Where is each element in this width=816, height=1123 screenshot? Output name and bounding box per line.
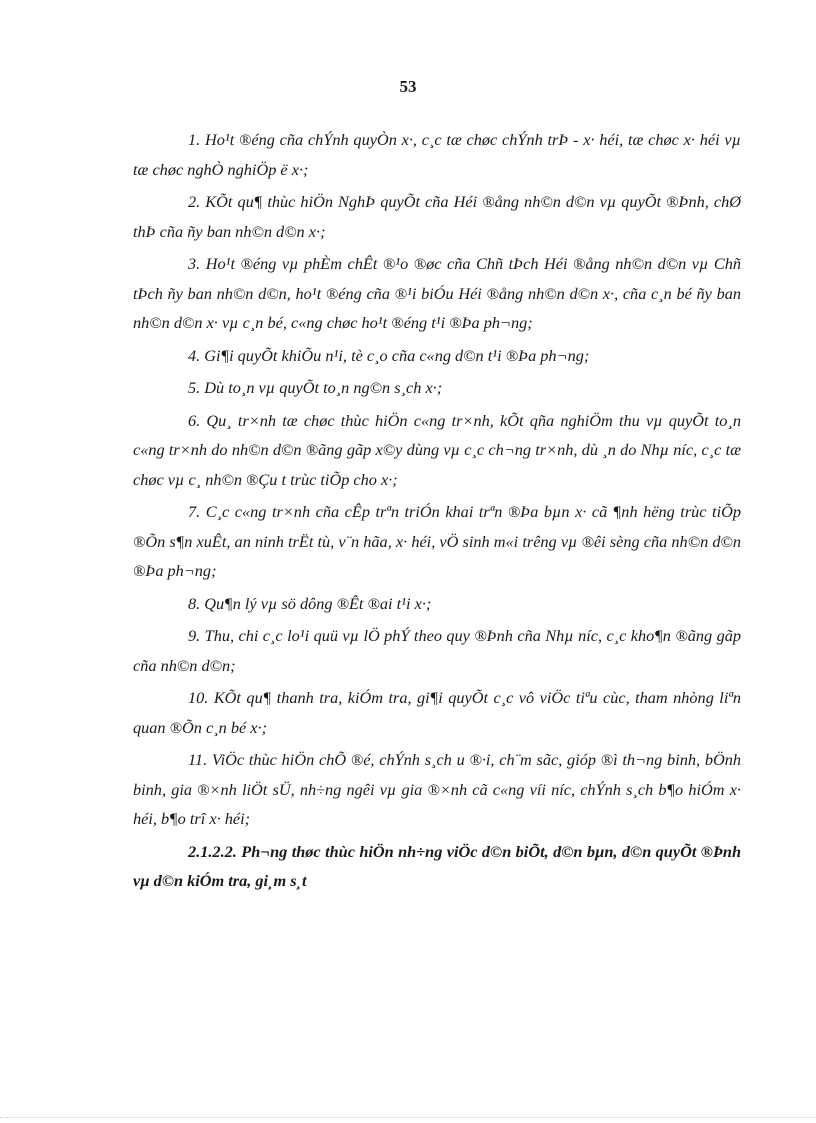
list-item-2: 2. KÕt qu¶ thùc hiÖn NghÞ quyÕt cña Héi ®ång nh©n d©n vµ quyÕt ®Þnh, chØ thÞ cña ñy ban nh©n d©n x·; (133, 192, 741, 241)
list-item-9: 9. Thu, chi c¸c lo¹i quü vµ lÖ phÝ theo quy ®Þnh cña Nhµ níc, c¸c kho¶n ®ãng gãp cña nh©n d©n; (133, 626, 741, 675)
list-item-1: 1. Ho¹t ®éng cña chÝnh quyÒn x·, c¸c tæ chøc chÝnh trÞ - x· héi, tæ chøc x· héi vµ tæ chøc nghÒ nghiÖp ë x·; (133, 130, 741, 179)
list-item-7: 7. C¸c c«ng tr×nh cña cÊp trªn triÓn khai trªn ®Þa bµn x· cã ¶nh hëng trùc tiÕp ®Õn s¶n xuÊt, an ninh trËt tù, v¨n hãa, x· héi, vÖ sinh m«i trêng vµ ®êi sèng cña nh©n d©n ®Þa ph¬ng; (133, 502, 741, 580)
page-bottom-divider (0, 1117, 816, 1118)
body-text (133, 125, 741, 899)
page-number: 53 (399, 77, 417, 96)
list-item-11: 11. ViÖc thùc hiÖn chÕ ®é, chÝnh s¸ch u ®·i, ch¨m sãc, gióp ®ì th¬ng binh, bÖnh binh, gia ®×nh liÖt sÜ, nh÷ng ngêi vµ gia ®×nh cã c«ng víi níc, chÝnh s¸ch b¶o hiÓm x· héi, b¶o trî x· héi; (133, 750, 741, 828)
list-item-10: 10. KÕt qu¶ thanh tra, kiÓm tra, gi¶i quyÕt c¸c vô viÖc tiªu cùc, tham nhòng liªn quan ®Õn c¸n bé x·; (133, 688, 741, 737)
list-item-5: 5. Dù to¸n vµ quyÕt to¸n ng©n s¸ch x·; (188, 378, 443, 397)
list-item-8: 8. Qu¶n lý vµ sö dông ®Êt ®ai t¹i x·; (188, 593, 432, 613)
list-item-4: 4. Gi¶i quyÕt khiÕu n¹i, tè c¸o cña c«ng d©n t¹i ®Þa ph¬ng; (188, 345, 590, 365)
section-heading: 2.1.2.2. Ph¬ng thøc thùc hiÖn nh÷ng viÖc d©n biÕt, d©n bµn, d©n quyÕt ®Þnh vµ d©n kiÓm tra, gi¸m s¸t (133, 841, 741, 890)
list-item-6: 6. Qu¸ tr×nh tæ chøc thùc hiÖn c«ng tr×nh, kÕt qña nghiÖm thu vµ quyÕt to¸n c«ng tr×nh do nh©n d©n ®ãng gãp x©y dùng vµ c¸c ch¬ng tr×nh, dù ¸n do Nhµ níc, c¸c tæ chøc vµ c¸ nh©n ®Çu t trùc tiÕp cho x·; (133, 410, 741, 489)
list-item-3: 3. Ho¹t ®éng vµ phÈm chÊt ®¹o ®øc cña Chñ tÞch Héi ®ång nh©n d©n vµ Chñ tÞch ñy ban nh©n d©n, ho¹t ®éng cña ®¹i biÓu Héi ®ång nh©n d©n x·, cña c¸n bé ñy ban nh©n d©n x· vµ c¸n bé, c«ng chøc ho¹t ®éng t¹i ®Þa ph¬ng; (133, 254, 741, 332)
